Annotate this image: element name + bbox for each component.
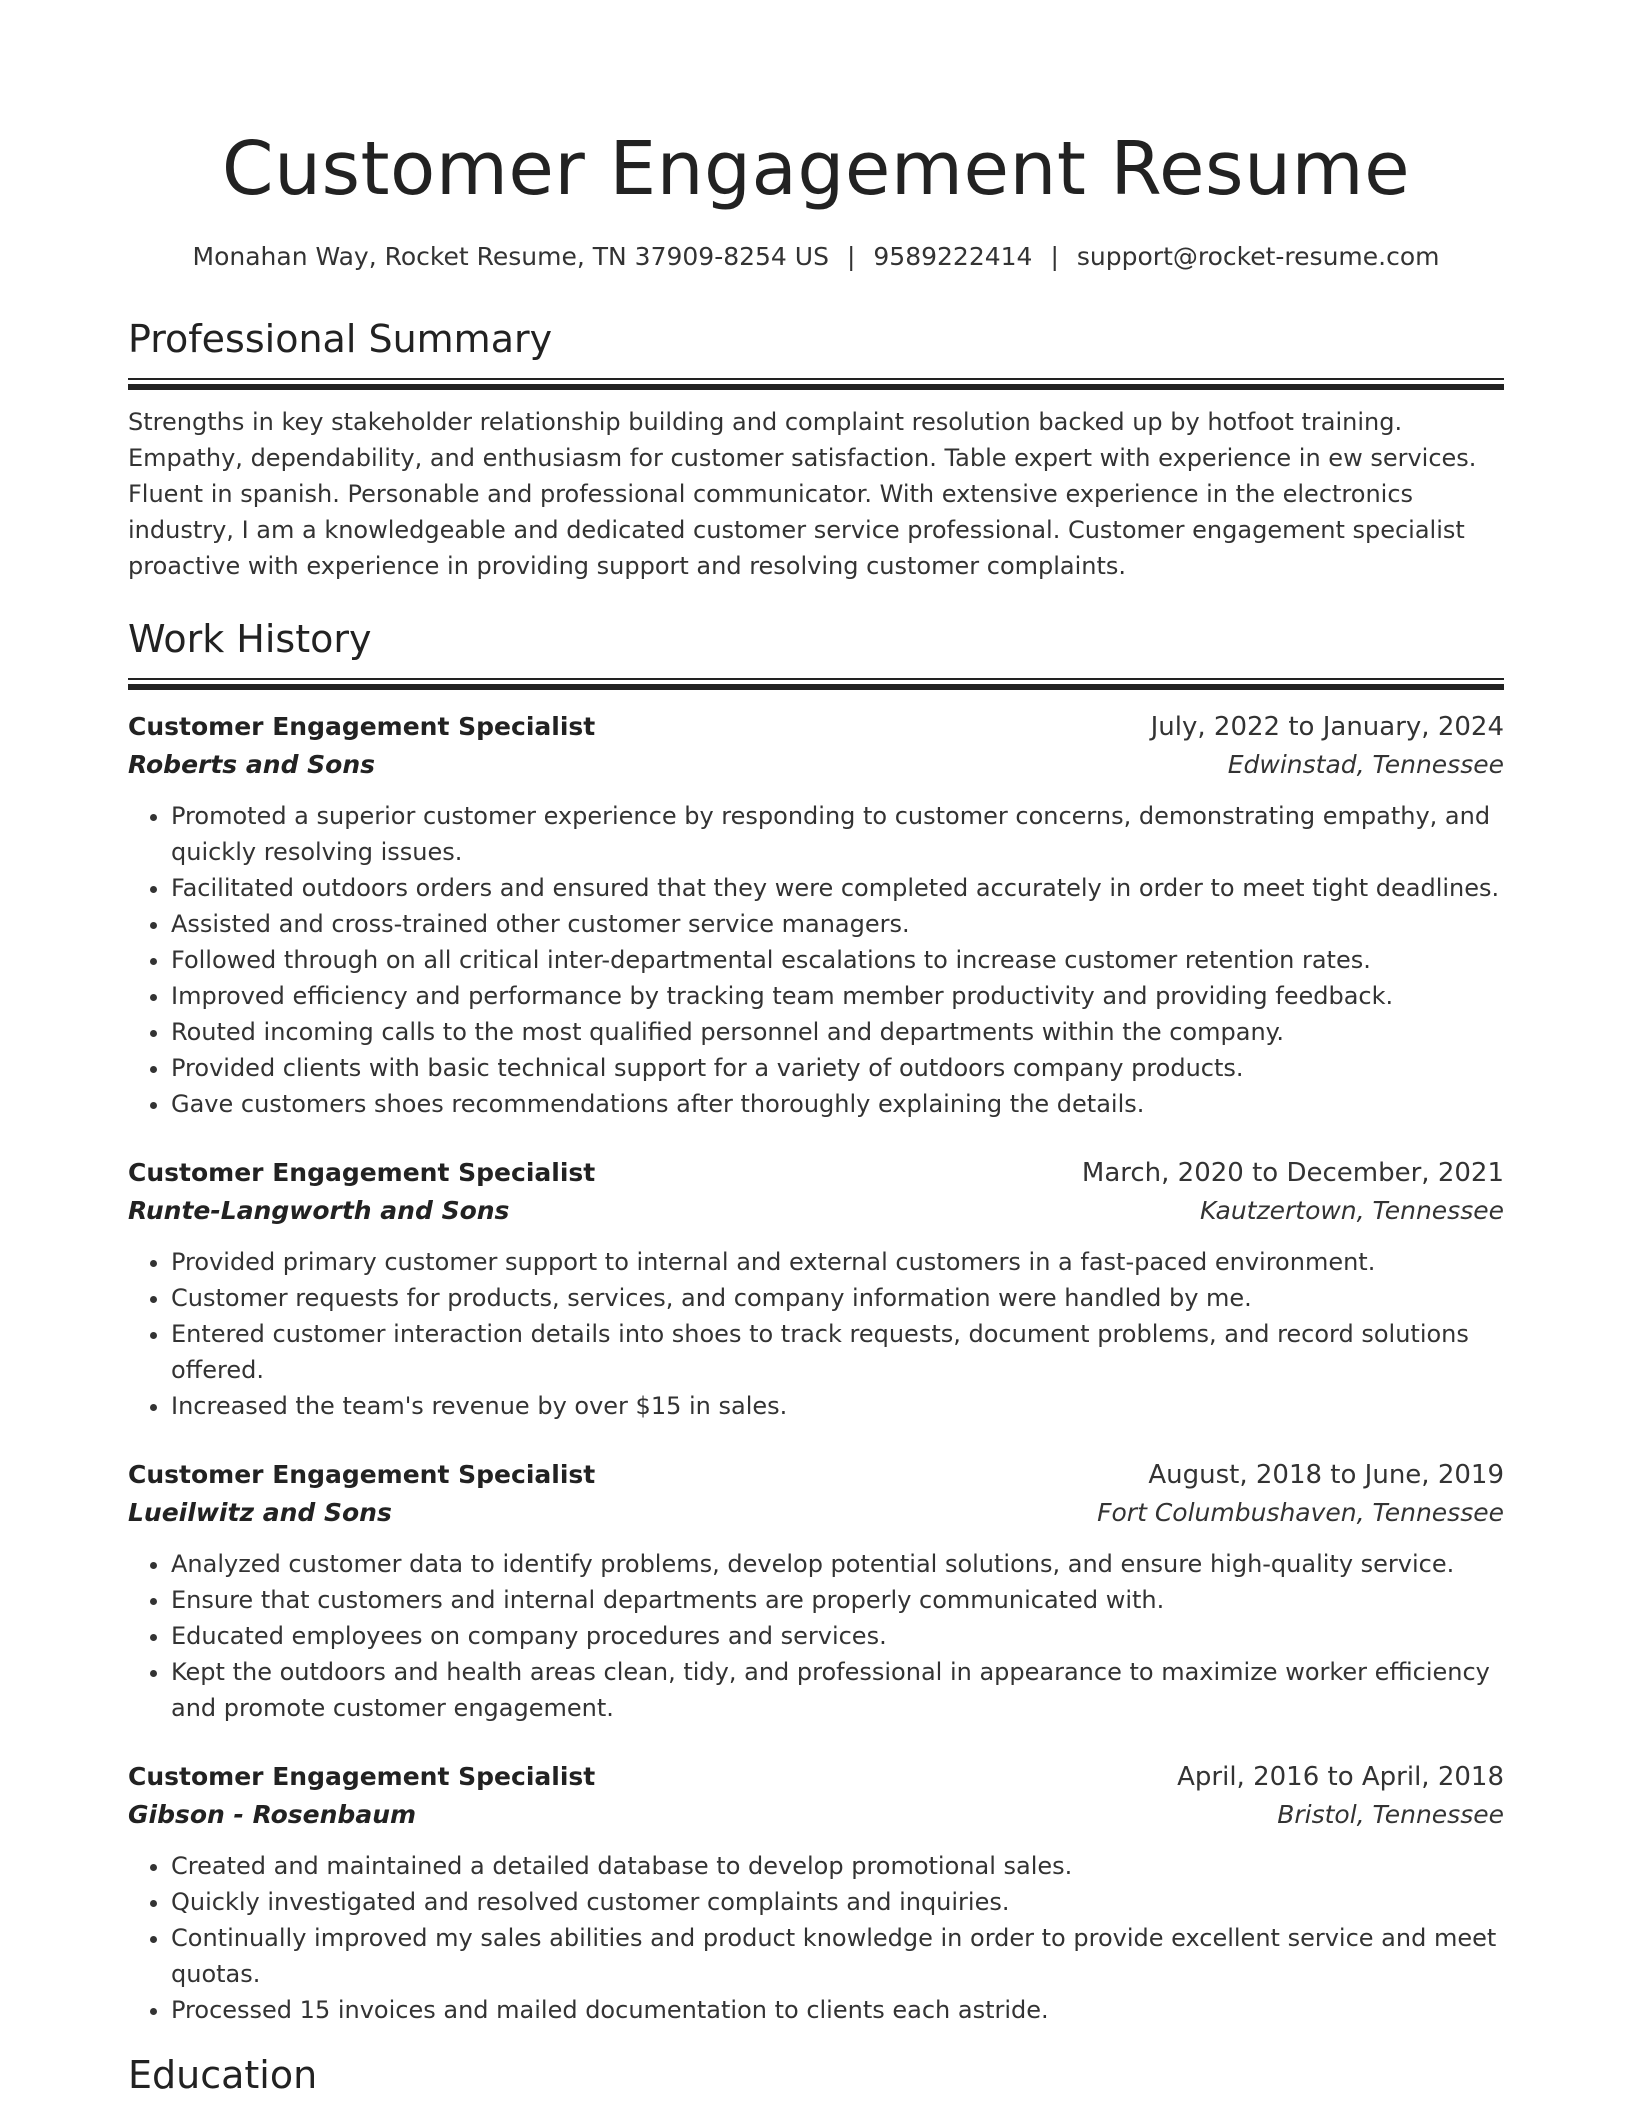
job-bullet: • Entered customer interaction details into shoes to track requests, document problems, and record solutions offered.: [171, 1316, 1504, 1388]
job-company: Gibson - Rosenbaum: [128, 1800, 417, 1829]
job-location: Kautzertown, Tennessee: [1200, 1196, 1504, 1225]
job-bullet: • Increased the team's revenue by over $15 in sales.: [171, 1388, 1504, 1424]
contact-separator: |: [846, 242, 856, 271]
job-bullet: • Analyzed customer data to identify problems, develop potential solutions, and ensure high-quality service.: [171, 1546, 1504, 1582]
job-company: Runte-Langworth and Sons: [128, 1196, 510, 1225]
job-title: Customer Engagement Specialist: [128, 1158, 596, 1187]
job-bullet-list: [128, 798, 1504, 1122]
job-dates: August, 2018 to June, 2019: [1148, 1460, 1504, 1490]
resume-title: Customer Engagement Resume: [221, 126, 1411, 212]
job-bullet: • Provided clients with basic technical support for a variety of outdoors company products.: [171, 1050, 1504, 1086]
contact-phone: 9589222414: [873, 242, 1033, 271]
job-dates: July, 2022 to January, 2024: [1150, 712, 1504, 742]
contact-line: [128, 240, 1504, 274]
job-bullet-list: [128, 1546, 1504, 1726]
education-section: [128, 2050, 1504, 2100]
section-divider: [128, 378, 1504, 390]
job-bullet: • Processed 15 invoices and mailed documentation to clients each astride.: [171, 1992, 1504, 2028]
job-location: Fort Columbushaven, Tennessee: [1097, 1498, 1504, 1527]
job-bullet: • Customer requests for products, services, and company information were handled by me.: [171, 1280, 1504, 1316]
job-bullet: • Educated employees on company procedures and services.: [171, 1618, 1504, 1654]
job-bullet-list: [128, 1244, 1504, 1424]
job-title: Customer Engagement Specialist: [128, 1460, 596, 1489]
job-company: Lueilwitz and Sons: [128, 1498, 392, 1527]
contact-email: support@rocket-resume.com: [1076, 242, 1440, 271]
job-bullet: • Provided primary customer support to internal and external customers in a fast-paced environment.: [171, 1244, 1504, 1280]
job-bullet: • Routed incoming calls to the most qualified personnel and departments within the company.: [171, 1014, 1504, 1050]
job-bullet-list: [128, 1848, 1504, 2028]
job-title: Customer Engagement Specialist: [128, 712, 596, 741]
job-dates: April, 2016 to April, 2018: [1177, 1762, 1504, 1792]
section-divider: [128, 678, 1504, 690]
work-history-section: [128, 614, 1504, 2028]
section-title-work-history: Work History: [128, 617, 372, 661]
professional-summary-section: [128, 314, 1504, 584]
job-location: Edwinstad, Tennessee: [1227, 750, 1504, 779]
job-bullet: • Gave customers shoes recommendations after thoroughly explaining the details.: [171, 1086, 1504, 1122]
job-bullet: • Ensure that customers and internal departments are properly communicated with.: [171, 1582, 1504, 1618]
job-entry: [128, 1758, 1504, 2028]
job-bullet: • Kept the outdoors and health areas clean, tidy, and professional in appearance to maximize worker efficiency and promote customer engagement.: [171, 1654, 1504, 1726]
job-bullet: • Improved efficiency and performance by tracking team member productivity and providing feedback.: [171, 978, 1504, 1014]
section-title-education: Education: [128, 2053, 318, 2097]
job-entry: [128, 1456, 1504, 1726]
contact-address: Monahan Way, Rocket Resume, TN 37909-8254 US: [192, 242, 829, 271]
job-bullet: • Continually improved my sales abilities and product knowledge in order to provide excellent service and meet quotas.: [171, 1920, 1504, 1992]
job-bullet: • Facilitated outdoors orders and ensured that they were completed accurately in order to meet tight deadlines.: [171, 870, 1504, 906]
job-entry: [128, 708, 1504, 1122]
job-title: Customer Engagement Specialist: [128, 1762, 596, 1791]
job-entry: [128, 1154, 1504, 1424]
job-bullet: • Quickly investigated and resolved customer complaints and inquiries.: [171, 1884, 1504, 1920]
job-bullet: • Created and maintained a detailed database to develop promotional sales.: [171, 1848, 1504, 1884]
summary-text: Strengths in key stakeholder relationship building and complaint resolution backed up by hotfoot training. Empathy, dependability, and enthusiasm for customer satisfaction. Table expert with experience in ew services. Fluent in spanish. Personable and professional communicator. With extensive experience in the electronics industry, I am a knowledgeable and dedicated customer service professional. Customer engagement specialist proactive with experience in providing support and resolving customer complaints.: [128, 408, 1477, 580]
job-dates: March, 2020 to December, 2021: [1081, 1158, 1504, 1188]
section-title-summary: Professional Summary: [128, 317, 553, 361]
contact-separator: |: [1050, 242, 1059, 271]
job-company: Roberts and Sons: [128, 750, 376, 779]
job-location: Bristol, Tennessee: [1277, 1800, 1504, 1829]
job-bullet: • Promoted a superior customer experience by responding to customer concerns, demonstrating empathy, and quickly resolving issues.: [171, 798, 1504, 870]
job-bullet: • Followed through on all critical inter-departmental escalations to increase customer retention rates.: [171, 942, 1504, 978]
job-bullet: • Assisted and cross-trained other customer service managers.: [171, 906, 1504, 942]
